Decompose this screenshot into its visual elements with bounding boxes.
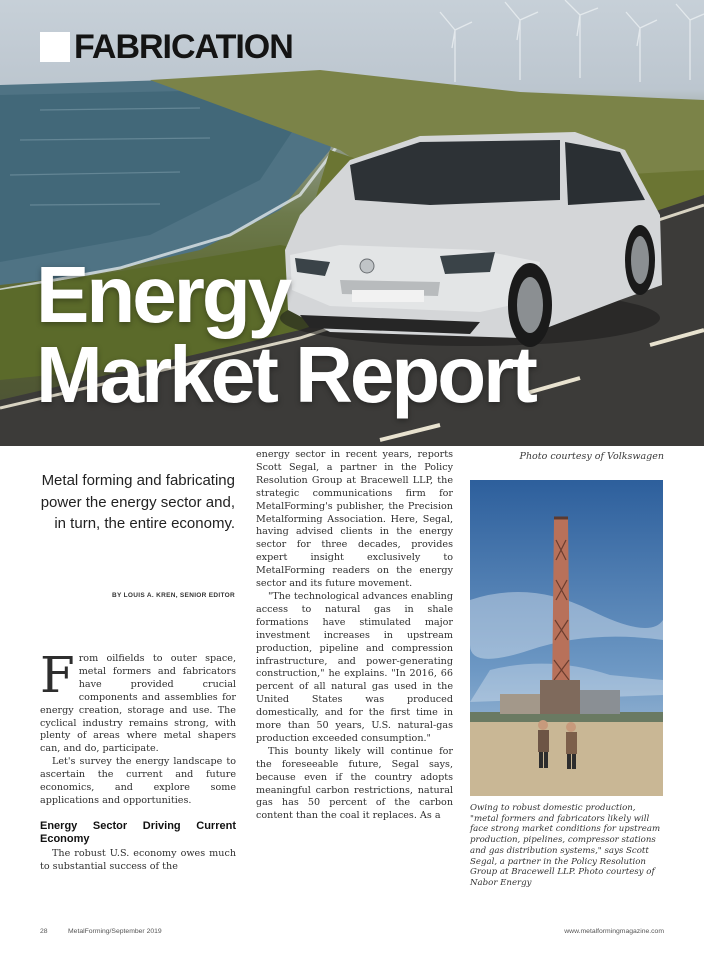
hero-photo xyxy=(0,0,704,446)
page-number: 28 xyxy=(40,928,48,935)
website-url: www.metalformingmagazine.com xyxy=(564,928,664,935)
paragraph xyxy=(40,646,236,756)
drilling-rig-illustration xyxy=(470,480,663,796)
drop-cap: F xyxy=(40,646,75,704)
paragraph-text: rom oilfields to outer space, metal formers and fabricators have provided crucial components and assemblies for energy creation, storage and use. The cyclical industry remains strong, with plenty of areas where metal shapers can, and do, participate. xyxy=(40,653,236,755)
drilling-rig-photo xyxy=(470,480,663,796)
section-square-icon xyxy=(40,32,70,62)
paragraph: "The technological advances enabling access to natural gas in shale formations have stimulated major investment increases in upstream production, pipeline and compression infrastructure, and power-generating construction," he explains. "In 2016, 66 percent of all natural gas used in the United States was produced domestically, and for the first time in more than 50 years, U.S. natural-gas production exceeded consumption." xyxy=(256,590,453,744)
magazine-issue: MetalForming/September 2019 xyxy=(68,928,162,935)
photo-caption: Owing to robust domestic production, "metal formers and fabricators likely will face strong market conditions for upstream production, pipelines, compressor stations and gas distribution systems," says Scott Segal, a partner in the Policy Resolution Group at Bracewell LLP. Photo courtesy of Nabor Energy xyxy=(470,803,661,888)
paragraph: This bounty likely will continue for the foreseeable future, Segal says, because even if the country adopts meaningful carbon restrictions, natural gas has 50 percent of the carbon content than the coal it replaces. As a xyxy=(256,745,453,822)
section-label-text: FABRICATION xyxy=(74,28,293,66)
photo-credit: Photo courtesy of Volkswagen xyxy=(519,451,664,462)
headline-line-1: Energy xyxy=(36,250,290,339)
paragraph: The robust U.S. economy owes much to substantial success of the xyxy=(40,847,236,872)
paragraph: Let's survey the energy landscape to ascertain the current and future economics, and explore some applications and opportunities. xyxy=(40,756,236,806)
byline: BY LOUIS A. KREN, SENIOR EDITOR xyxy=(112,592,235,599)
subhead: Energy Sector Driving Current Economy xyxy=(40,819,236,845)
article-deck: Metal forming and fabricating power the energy sector and, in turn, the entire economy. xyxy=(40,472,235,532)
headline xyxy=(36,250,535,419)
article-column-2 xyxy=(256,449,453,823)
section-label xyxy=(40,30,293,64)
paragraph: energy sector in recent years, reports Scott Segal, a partner in the Policy Resolution Group at Bracewell LLP, the strategic communications firm for MetalForming's publisher, the Precision Metalforming Association. Here, Segal, having advised clients in the energy sector for three decades, provides expert insight exclusively to MetalForming readers on the energy sector and its future movement. xyxy=(256,449,453,590)
headline-line-2: Market Report xyxy=(36,330,535,419)
article-column-1 xyxy=(40,646,236,874)
